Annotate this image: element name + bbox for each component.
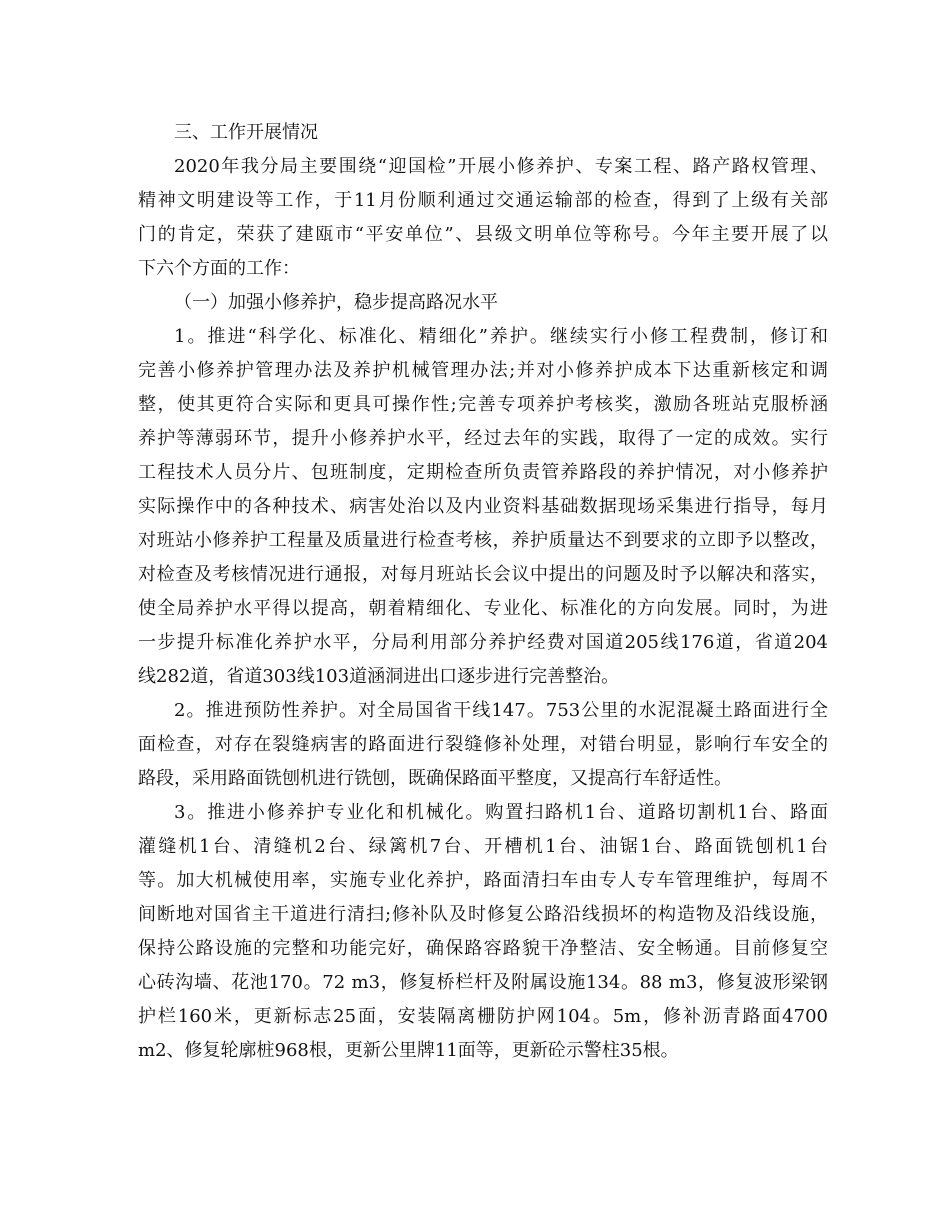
- text-line: 等。加大机械使用率，实施专业化养护，路面清扫车由专人专车管理维护，每周不: [138, 870, 828, 891]
- text-line: 整，使其更符合实际和更具可操作性;完善专项养护考核奖，激励各班站克服桥涵: [138, 394, 828, 415]
- text-line: 2020年我分局主要围绕“迎国检”开展小修养护、专案工程、路产路权管理、: [174, 156, 828, 177]
- item-paragraph-2: [138, 694, 828, 796]
- text-line: 实际操作中的各种技术、病害处治以及内业资料基础数据现场采集进行指导，每月: [138, 496, 828, 517]
- text-line: 对班站小修养护工程量及质量进行检查考核，养护质量达不到要求的立即予以整改，: [138, 530, 828, 551]
- text-line: m2、修复轮廓桩968根，更新公里牌11面等，更新砼示警柱35根。: [138, 1040, 679, 1061]
- text-line: 工程技术人员分片、包班制度，定期检查所负责管养路段的养护情况，对小修养护: [138, 462, 828, 483]
- item-paragraph-3: [138, 796, 828, 1068]
- text-line: 面检查，对存在裂缝病害的路面进行裂缝修补处理，对错台明显，影响行车安全的: [138, 734, 828, 755]
- text-line: 心砖沟墙、花池170。72 m3，修复桥栏杆及附属设施134。88 m3，修复波形梁钢: [138, 972, 828, 993]
- text-line: 完善小修养护管理办法及养护机械管理办法;并对小修养护成本下达重新核定和调: [138, 360, 828, 381]
- document-body: [138, 116, 828, 1068]
- item-paragraph-1: [138, 320, 828, 694]
- text-line: 使全局养护水平得以提高，朝着精细化、专业化、标准化的方向发展。同时，为进: [138, 598, 828, 619]
- subsection-heading: （一）加强小修养护，稳步提高路况水平: [174, 292, 498, 313]
- text-line: 路段，采用路面铣刨机进行铣刨，既确保路面平整度，又提高行车舒适性。: [138, 768, 732, 789]
- text-line: 1。推进“科学化、标准化、精细化”养护。继续实行小修工程费制，修订和: [174, 326, 828, 347]
- text-line: 灌缝机1台、清缝机2台、绿篱机7台、开槽机1台、油锯1台、路面铣刨机1台: [138, 836, 828, 857]
- text-line: 下六个方面的工作：: [138, 258, 300, 279]
- text-line: 养护等薄弱环节，提升小修养护水平，经过去年的实践，取得了一定的成效。实行: [138, 428, 828, 449]
- text-line: 3。推进小修养护专业化和机械化。购置扫路机1台、道路切割机1台、路面: [174, 802, 828, 823]
- text-line: 护栏160米，更新标志25面，安装隔离栅防护网104。5m，修补沥青路面4700: [138, 1006, 828, 1027]
- text-line: 线282道，省道303线103道涵洞进出口逐步进行完善整治。: [138, 666, 620, 687]
- text-line: 一步提升标准化养护水平，分局利用部分养护经费对国道205线176道，省道204: [138, 632, 828, 653]
- intro-paragraph: [138, 150, 828, 286]
- text-line: 2。推进预防性养护。对全局国省干线147。753公里的水泥混凝土路面进行全: [174, 700, 828, 721]
- text-line: 门的肯定，荣获了建瓯市“平安单位”、县级文明单位等称号。今年主要开展了以: [138, 224, 828, 245]
- section-heading: 三、工作开展情况: [174, 122, 318, 143]
- text-line: 间断地对国省主干道进行清扫;修补队及时修复公路沿线损坏的构造物及沿线设施，: [138, 904, 828, 925]
- text-line: 对检查及考核情况进行通报，对每月班站长会议中提出的问题及时予以解决和落实，: [138, 564, 828, 585]
- text-line: 保持公路设施的完整和功能完好，确保路容路貌干净整洁、安全畅通。目前修复空: [138, 938, 828, 959]
- text-line: 精神文明建设等工作，于11月份顺利通过交通运输部的检查，得到了上级有关部: [138, 190, 828, 211]
